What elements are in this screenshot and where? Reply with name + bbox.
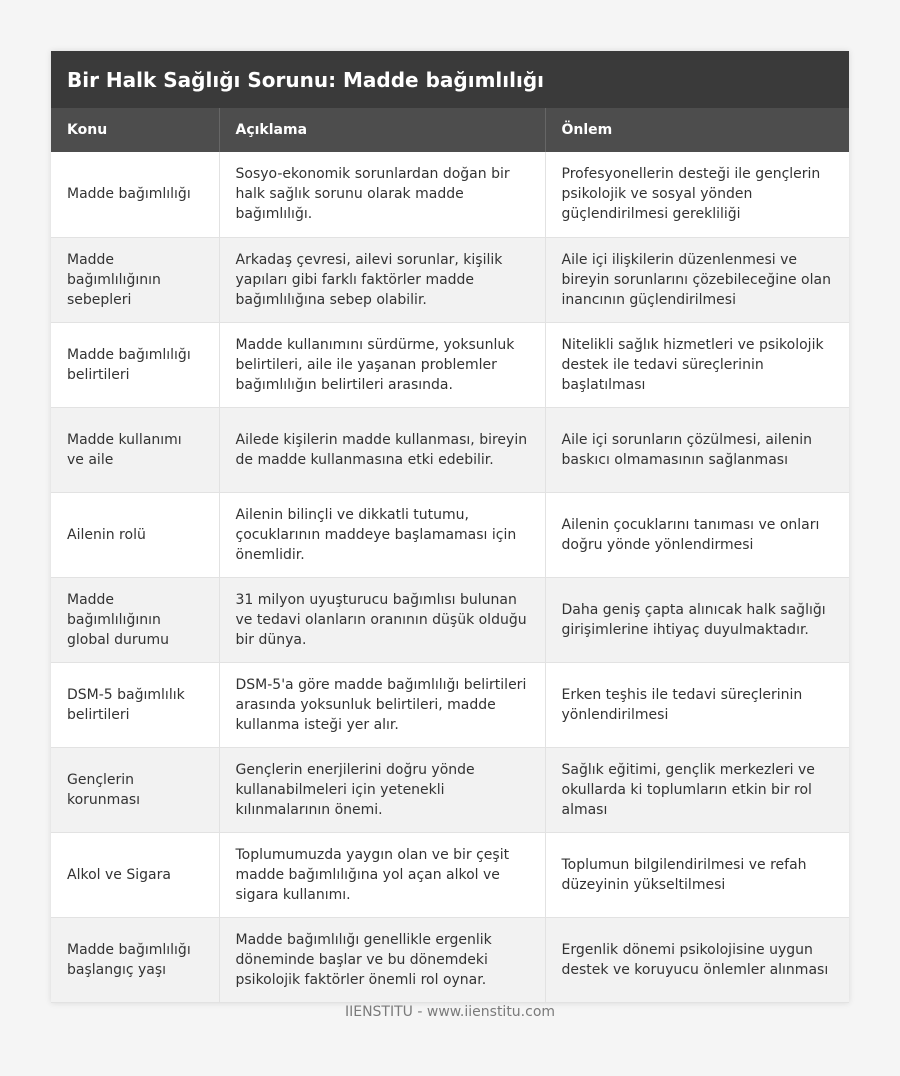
cell-konu: Gençlerin korunması bbox=[51, 747, 219, 832]
column-header-onlem: Önlem bbox=[545, 108, 849, 152]
cell-onlem: Sağlık eğitimi, gençlik merkezleri ve okullarda ki toplumların etkin bir rol alması bbox=[545, 747, 849, 832]
cell-onlem: Daha geniş çapta alınıcak halk sağlığı girişimlerine ihtiyaç duyulmaktadır. bbox=[545, 577, 849, 662]
table-row bbox=[51, 917, 849, 1002]
footer-credit: IIENSTITU - www.iienstitu.com bbox=[344, 1004, 556, 1020]
cell-aciklama: Madde kullanımını sürdürme, yoksunluk belirtileri, aile ile yaşanan problemler bağımlılığın belirtileri arasında. bbox=[219, 322, 545, 407]
cell-aciklama: Ailenin bilinçli ve dikkatli tutumu, çocuklarının maddeye başlamaması için önemlidir. bbox=[219, 492, 545, 577]
cell-aciklama: Arkadaş çevresi, ailevi sorunlar, kişilik yapıları gibi farklı faktörler madde bağımlılığına sebep olabilir. bbox=[219, 237, 545, 322]
cell-aciklama: DSM-5'a göre madde bağımlılığı belirtileri arasında yoksunluk belirtileri, madde kullanma isteği yer alır. bbox=[219, 662, 545, 747]
cell-konu: Ailenin rolü bbox=[51, 492, 219, 577]
cell-konu: Alkol ve Sigara bbox=[51, 832, 219, 917]
table-row bbox=[51, 747, 849, 832]
cell-onlem: Aile içi ilişkilerin düzenlenmesi ve bireyin sorunlarını çözebileceğine olan inancının güçlendirilmesi bbox=[545, 237, 849, 322]
table-row bbox=[51, 237, 849, 322]
cell-onlem: Aile içi sorunların çözülmesi, ailenin baskıcı olmamasının sağlanması bbox=[545, 407, 849, 492]
cell-konu: DSM-5 bağımlılık belirtileri bbox=[51, 662, 219, 747]
table-header-row bbox=[51, 108, 849, 152]
table-row bbox=[51, 662, 849, 747]
cell-konu: Madde bağımlılığının global durumu bbox=[51, 577, 219, 662]
column-header-aciklama: Açıklama bbox=[219, 108, 545, 152]
cell-konu: Madde kullanımı ve aile bbox=[51, 407, 219, 492]
cell-aciklama: Ailede kişilerin madde kullanması, bireyin de madde kullanmasına etki edebilir. bbox=[219, 407, 545, 492]
table-row bbox=[51, 492, 849, 577]
table-row bbox=[51, 832, 849, 917]
table-row bbox=[51, 322, 849, 407]
cell-konu: Madde bağımlılığı belirtileri bbox=[51, 322, 219, 407]
cell-konu: Madde bağımlılığı başlangıç yaşı bbox=[51, 917, 219, 1002]
cell-onlem: Profesyonellerin desteği ile gençlerin psikolojik ve sosyal yönden güçlendirilmesi gerekliliği bbox=[545, 152, 849, 237]
column-header-konu: Konu bbox=[51, 108, 219, 152]
data-table bbox=[51, 108, 849, 1003]
cell-aciklama: Gençlerin enerjilerini doğru yönde kullanabilmeleri için yetenekli kılınmalarının önemi. bbox=[219, 747, 545, 832]
table-card bbox=[51, 51, 849, 1003]
cell-onlem: Nitelikli sağlık hizmetleri ve psikolojik destek ile tedavi süreçlerinin başlatılması bbox=[545, 322, 849, 407]
cell-onlem: Ailenin çocuklarını tanıması ve onları doğru yönde yönlendirmesi bbox=[545, 492, 849, 577]
cell-aciklama: 31 milyon uyuşturucu bağımlısı bulunan ve tedavi olanların oranının düşük olduğu bir dünya. bbox=[219, 577, 545, 662]
cell-onlem: Toplumun bilgilendirilmesi ve refah düzeyinin yükseltilmesi bbox=[545, 832, 849, 917]
table-row bbox=[51, 152, 849, 237]
cell-aciklama: Toplumumuzda yaygın olan ve bir çeşit madde bağımlılığına yol açan alkol ve sigara kullanımı. bbox=[219, 832, 545, 917]
table-row bbox=[51, 407, 849, 492]
cell-aciklama: Madde bağımlılığı genellikle ergenlik döneminde başlar ve bu dönemdeki psikolojik faktörler önemli rol oynar. bbox=[219, 917, 545, 1002]
cell-konu: Madde bağımlılığının sebepleri bbox=[51, 237, 219, 322]
cell-aciklama: Sosyo-ekonomik sorunlardan doğan bir halk sağlık sorunu olarak madde bağımlılığı. bbox=[219, 152, 545, 237]
cell-konu: Madde bağımlılığı bbox=[51, 152, 219, 237]
cell-onlem: Erken teşhis ile tedavi süreçlerinin yönlendirilmesi bbox=[545, 662, 849, 747]
cell-onlem: Ergenlik dönemi psikolojisine uygun destek ve koruyucu önlemler alınması bbox=[545, 917, 849, 1002]
page-title: Bir Halk Sağlığı Sorunu: Madde bağımlılığı bbox=[51, 51, 849, 108]
table-row bbox=[51, 577, 849, 662]
